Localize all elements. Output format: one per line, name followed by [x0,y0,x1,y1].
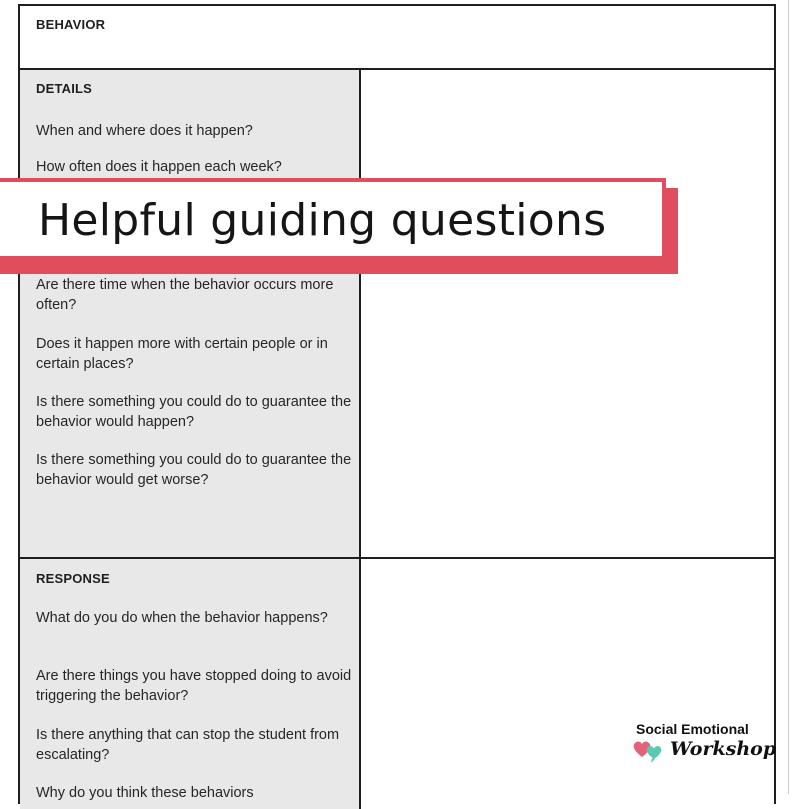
details-questions-cell [20,70,361,559]
details-heading: DETAILS [36,81,93,96]
behavior-heading: BEHAVIOR [36,17,106,32]
details-question: Are there time when the behavior occurs more often? [36,277,334,313]
details-question: Is there something you could do to guarantee the behavior would get worse? [36,452,352,488]
details-question: How often does it happen each week? [36,159,282,175]
banner-title: Helpful guiding questions [38,195,607,246]
logo-title: Social Emotional [636,721,749,737]
response-heading: RESPONSE [36,571,110,586]
details-question: When and where does it happen? [36,123,253,139]
brand-logo [630,718,777,768]
heart-speech-icon [630,735,670,765]
response-questions-cell [20,559,361,809]
response-question: What do you do when the behavior happens? [36,610,328,626]
logo-subtitle: Workshop [670,738,777,760]
details-question: Is there something you could do to guarantee the behavior would happen? [36,394,352,430]
worksheet-table [18,4,776,804]
behavior-row [20,6,774,70]
page-edge [788,0,794,794]
response-question: Why do you think these behaviors [36,785,254,801]
details-question: Does it happen more with certain people or in certain places? [36,336,328,372]
response-question: Are there things you have stopped doing to avoid triggering the behavior? [36,668,352,704]
banner [0,178,666,260]
response-answer-cell[interactable] [361,559,777,809]
response-question: Is there anything that can stop the student from escalating? [36,727,340,763]
details-answer-cell[interactable] [361,70,774,559]
